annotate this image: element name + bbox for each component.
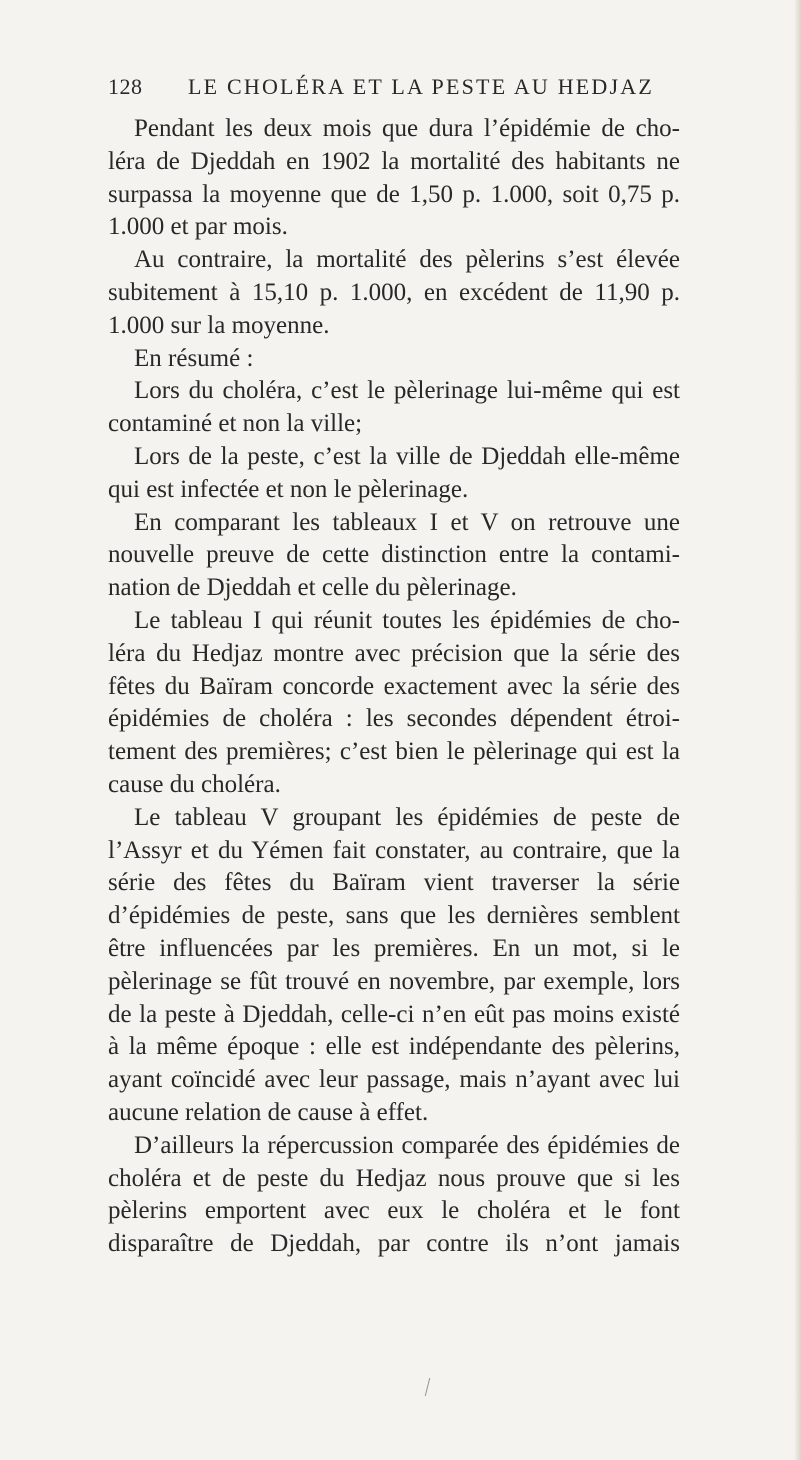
body-text <box>108 113 680 1261</box>
paragraph: Le tableau V groupant les épidémies de peste de l’Assyr et du Yémen fait constater, au contraire, que la série des fêtes du Baïram vient traverser la série d’épidémies de peste, sans que les dernières semblent être influencées par les premières. En un mot, si le pèlerinage se fût trouvé en novembre, par exemple, lors de la peste à Djeddah, celle-ci n’en eût pas moins existé à la même époque : elle est indépendante des pèlerins, ayant coïncidé avec leur passage, mais n’ayant avec lui aucune relation de cause à effet. <box>108 803 680 1126</box>
paragraph: Au contraire, la mortalité des pèlerins s’est élevée subitement à 15,10 p. 1.000, en excédent de 11,90 p. 1.000 sur la moyenne. <box>108 246 680 339</box>
page-edge-shadow <box>794 0 801 1460</box>
paragraph: Pendant les deux mois que dura l’épidémie de cho-léra de Djeddah en 1902 la mortalité des habitants ne surpassa la moyenne que de 1,50 p. 1.000, soit 0,75 p. 1.000 et par mois. <box>108 115 680 241</box>
stray-ink-mark <box>425 1378 434 1396</box>
paragraph: Lors du choléra, c’est le pèlerinage lui-même qui est contaminé et non la ville; <box>108 377 680 438</box>
page-number: 128 <box>108 74 143 99</box>
running-header <box>108 74 678 110</box>
paragraph: En comparant les tableaux I et V on retrouve une nouvelle preuve de cette distinction entre la contami-nation de Djeddah et celle du pèlerinage. <box>108 508 680 602</box>
running-title: LE CHOLÉRA ET LA PESTE AU HEDJAZ <box>188 74 654 99</box>
paragraph: Le tableau I qui réunit toutes les épidémies de cho-léra du Hedjaz montre avec précision que la série des fêtes du Baïram concorde exactement avec la série des épidémies de choléra : les secondes dépendent étroi-tement des premières; c’est bien le pèlerinage qui est la cause du choléra. <box>108 606 680 798</box>
paragraph: En résumé : <box>134 344 254 372</box>
paragraph: Lors de la peste, c’est la ville de Djeddah elle-même qui est infectée et non le pèlerinage. <box>108 442 680 503</box>
paragraph: D’ailleurs la répercussion comparée des épidémies de choléra et de peste du Hedjaz nous prouve que si les pèlerins emportent avec eux le choléra et le font disparaître de Djeddah, par contre ils n’ont jamais <box>108 1131 680 1258</box>
